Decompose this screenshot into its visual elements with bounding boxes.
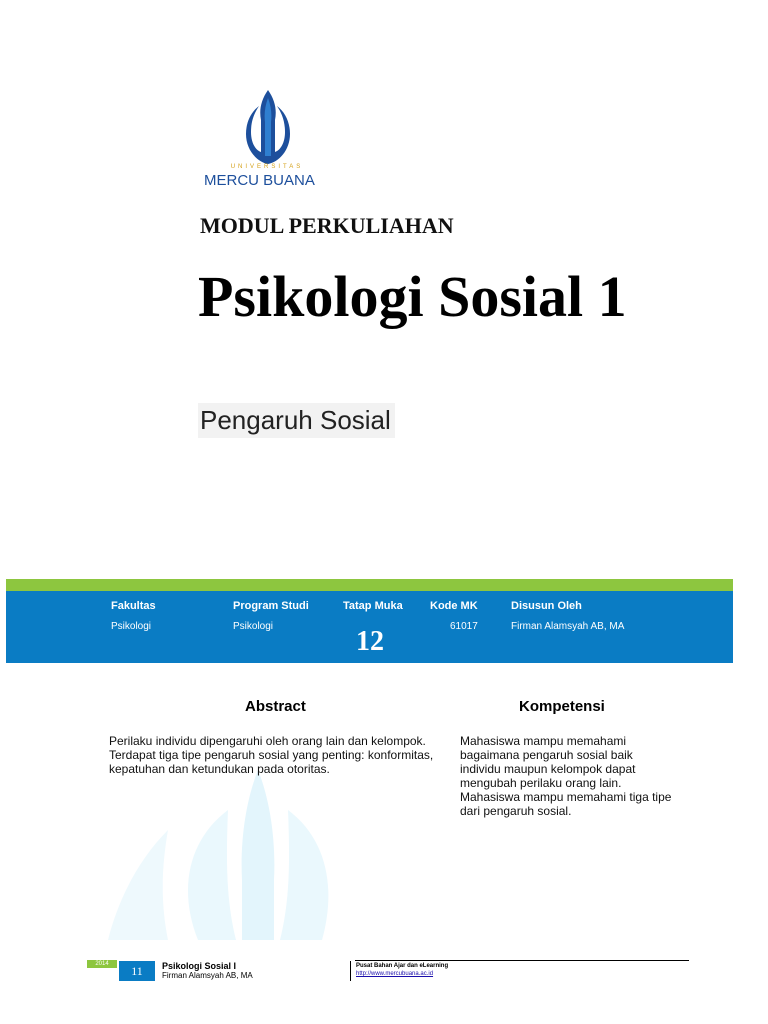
fakultas-value: Psikologi: [111, 621, 152, 632]
footer-author: Firman Alamsyah AB, MA: [162, 971, 253, 980]
mercu-buana-flame-icon: [245, 90, 291, 164]
footer-year: 2014: [87, 960, 117, 968]
course-title: Psikologi Sosial 1: [198, 264, 627, 329]
tatap-muka-value: 12: [356, 626, 384, 657]
tatap-muka-label: Tatap Muka: [343, 600, 403, 612]
module-label: MODUL PERKULIAHAN: [200, 213, 454, 238]
footer-divider: [355, 960, 689, 961]
green-accent-strip: [6, 579, 733, 591]
footer-course-name: Psikologi Sosial I: [162, 961, 237, 971]
kode-mk-label: Kode MK: [430, 600, 478, 612]
disusun-oleh-label: Disusun Oleh: [511, 600, 582, 612]
abstract-heading: Abstract: [245, 698, 306, 715]
program-studi-label: Program Studi: [233, 600, 309, 612]
logo-university-name: MERCU BUANA: [204, 172, 315, 189]
abstract-text: Perilaku individu dipengaruhi oleh orang lain dan kelompok. Terdapat tiga tipe pengaruh sosial yang penting: konformitas, kepatuhan dan ketundukan pada otoritas.: [109, 734, 434, 776]
logo-watermark-icon: [108, 770, 338, 940]
topic-subtitle: Pengaruh Sosial: [198, 403, 395, 438]
footer-vertical-divider: [350, 961, 351, 981]
footer-page-number: 11: [119, 961, 155, 981]
disusun-oleh-value: Firman Alamsyah AB, MA: [511, 621, 625, 632]
kode-mk-value: 61017: [450, 621, 478, 632]
logo-universitas-text: UNIVERSITAS: [230, 164, 304, 170]
fakultas-label: Fakultas: [111, 600, 156, 612]
footer-website-link[interactable]: http://www.mercubuana.ac.id: [356, 971, 434, 977]
program-studi-value: Psikologi: [233, 621, 274, 632]
kompetensi-text: Mahasiswa mampu memahami bagaimana pengaruh sosial baik individu maupun kelompok dapat mengubah perilaku orang lain. Mahasiswa mampu memahami tiga tipe dari pengaruh sosial.: [460, 734, 672, 818]
footer-elearning-center: Pusat Bahan Ajar dan eLearning: [356, 963, 449, 969]
kompetensi-heading: Kompetensi: [519, 698, 605, 715]
university-logo: [199, 86, 335, 196]
